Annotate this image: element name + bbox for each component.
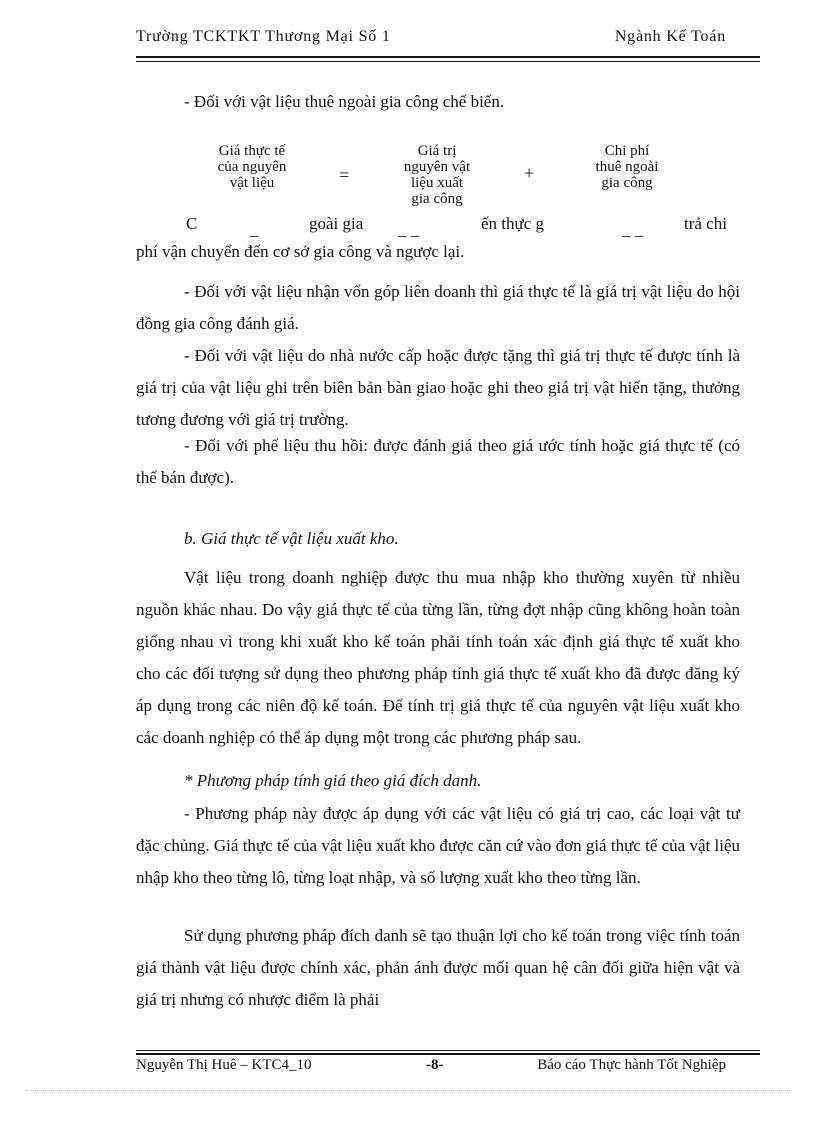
footer-report-title: Báo cáo Thực hành Tốt Nghiệp bbox=[537, 1057, 726, 1073]
obscured-line bbox=[136, 214, 740, 238]
header-rule-thick bbox=[136, 56, 760, 58]
paragraph-state-granted: - Đối với vật liệu do nhà nước cấp hoặc được tặng thì giá trị thực tế được tính là giá trị của vật liệu ghi trên biên bản bàn giao hoặc ghi theo giá trị vật hiến tặng, thưởng tương đương với giá trị trường. bbox=[136, 346, 740, 429]
formula-plus: + bbox=[524, 163, 535, 183]
paragraph-method: - Phương pháp này được áp dụng với các vật liệu có giá trị cao, các loại vật tư đặc chủng. Giá thực tế của vật liệu xuất kho được căn cứ vào đơn giá thực tế của vật liệu nhập kho theo từng lô, từng loạt nhập, và số lượng xuất kho theo từng lần. bbox=[136, 804, 740, 887]
header-school: Trường TCKTKT Thương Mại Số 1 bbox=[136, 28, 391, 45]
paragraph-joint-venture: - Đối với vật liệu nhận vốn góp liên doanh thì giá thực tế là giá trị vật liệu do hội đồng gia công đánh giá. bbox=[136, 282, 740, 333]
obscured-fragment: _ _ bbox=[398, 220, 420, 239]
page-header bbox=[136, 28, 726, 50]
cost-formula bbox=[0, 143, 816, 215]
obscured-fragment: goài gia bbox=[309, 214, 364, 233]
obscured-fragment: trả chi bbox=[684, 214, 727, 233]
footer-rule-thin bbox=[136, 1050, 760, 1051]
bullet-outsourced: - Đối với vật liệu thuê ngoài gia công chế biến. bbox=[184, 92, 505, 111]
formula-equals: = bbox=[339, 165, 350, 185]
page-number: -8- bbox=[426, 1057, 444, 1073]
footer-author: Nguyễn Thị Huê – KTC4_10 bbox=[136, 1057, 312, 1073]
obscured-fragment: _ _ bbox=[622, 220, 644, 239]
obscured-fragment: C bbox=[186, 214, 198, 233]
paragraph-scrap: - Đối với phế liệu thu hồi: được đánh giá theo giá ước tính hoặc giá thực tế (có thể bán được). bbox=[136, 436, 740, 487]
paragraph-materials: Vật liệu trong doanh nghiệp được thu mua nhập kho thường xuyên từ nhiều nguồn khác nhau. Do vậy giá thực tế của từng lần, từng đợt nhập cũng không hoàn toàn giống nhau vì trong khi xuất kho kế toán phải tính toán xác định giá thực tế xuất kho cho các đối tượng sử dụng theo phương pháp tính giá thực tế xuất kho đã được đăng ký áp dụng trong các niên độ kế toán. Để tính trị giá thực tế của nguyên vật liệu xuất kho các doanh nghiệp có thể áp dụng một trong các phương pháp sau. bbox=[136, 568, 740, 747]
formula-outsourcing-cost: Chi phí thuê ngoài gia công bbox=[595, 143, 659, 191]
page-edge bbox=[26, 1090, 790, 1091]
formula-actual-cost: Giá thực tế của nguyên vật liệu bbox=[217, 143, 287, 191]
section-heading-b: b. Giá thực tế vật liệu xuất kho. bbox=[184, 529, 399, 548]
method-heading: * Phương pháp tính giá theo giá đích danh. bbox=[184, 771, 482, 790]
obscured-fragment: ến thực g bbox=[481, 214, 545, 233]
header-rule-thin bbox=[136, 61, 760, 62]
paragraph-usage: Sử dụng phương pháp đích danh sẽ tạo thuận lợi cho kế toán trong việc tính toán giá thành vật liệu được chính xác, phản ánh được mối quan hệ cân đối giữa hiện vật và giá trị nhưng có nhược điểm là phải bbox=[136, 926, 740, 1009]
paragraph-transport: phí vận chuyển đến cơ sở gia công và ngược lại. bbox=[136, 242, 465, 261]
formula-material-value: Giá trị nguyên vật liệu xuất gia công bbox=[403, 143, 471, 207]
footer-rule-thick bbox=[136, 1053, 760, 1055]
header-department: Ngành Kế Toán bbox=[614, 28, 726, 45]
obscured-fragment: _ bbox=[250, 220, 259, 239]
